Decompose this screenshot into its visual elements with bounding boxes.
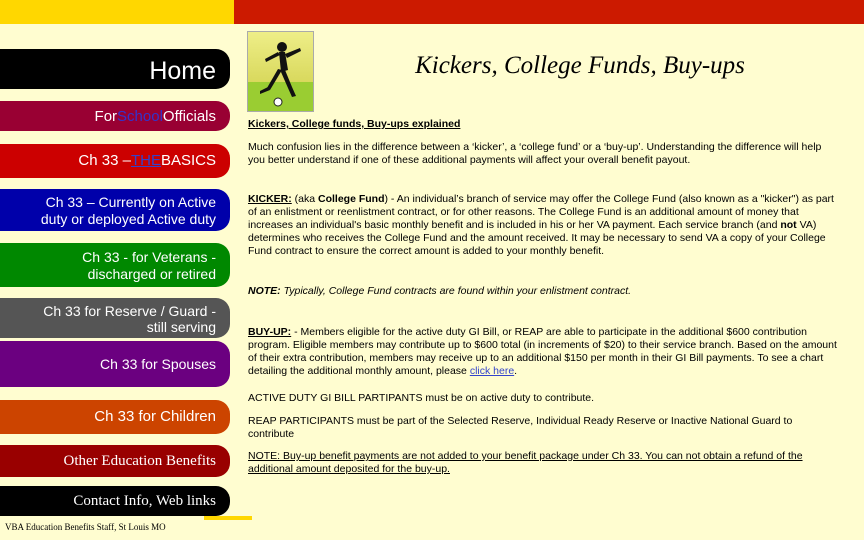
kicker-text-1: ) - An individual’s branch of service may offer the College Fund (also known as a "kicker") as part of an enlistment or reenlistment contract, or for other reasons. The College Fund is an additional amount of money that increases an individual's basic monthly benefit and is included in his or her VA payment. Each service branch (and (248, 193, 834, 231)
nav-other-education-benefits[interactable] (0, 445, 230, 477)
kicker-text-2: VA) determines who receives the College Fund and the amount received. It may be necessary to send VA a copy of your College Fund contract to ensure the correct amount is added to your monthly benefit. (248, 219, 826, 257)
soccer-player-image (247, 31, 314, 112)
kicker-aka: College Fund (318, 193, 385, 205)
nav-contact-label: Contact Info, Web links (73, 493, 216, 509)
nav-ch33-basics[interactable] (0, 144, 230, 178)
nav-ch33-reserve-guard[interactable] (0, 298, 230, 338)
nav-reserve-line2: still serving (146, 319, 216, 335)
nav-veterans-line1: Ch 33 - for Veterans - (82, 249, 216, 265)
kicker-paragraph (248, 193, 838, 258)
nav-ch33-active-duty[interactable] (0, 189, 230, 231)
nav-contact-info[interactable] (0, 486, 230, 516)
nav-home-label: Home (149, 57, 216, 85)
buyup-text: - Members eligible for the active duty GI Bill, or REAP are able to participate in the additional $600 contribution program. Eligible members may contribute up to $600 total (in increments of $20) to their service branch. Based on the amount of their extra contribution, members may receive up to an additional $150 per month in their GI Bill payments. To see a chart detailing the additional monthly amount, please (248, 326, 837, 377)
note-text: Typically, College Fund contracts are found within your enlistment contract. (280, 285, 632, 297)
page-title: Kickers, College Funds, Buy-ups (415, 52, 745, 79)
note-label: NOTE: (248, 285, 281, 297)
buyup-end: . (514, 365, 518, 377)
buyup-paragraph (248, 326, 838, 378)
nav-home[interactable] (0, 49, 230, 89)
nav-school-link-word: School (117, 108, 163, 125)
nav-other-label: Other Education Benefits (63, 453, 216, 469)
nav-ch33-veterans[interactable] (0, 243, 230, 287)
reap-note: REAP PARTICIPANTS must be part of the Selected Reserve, Individual Ready Reserve or Inactive National Guard to contribute (248, 415, 793, 440)
nav-basics-post: BASICS (160, 152, 216, 169)
nav-active-line1: Ch 33 – Currently on Active (45, 194, 216, 210)
nav-children-label: Ch 33 for Children (94, 408, 216, 425)
kicker-label: KICKER: (248, 193, 292, 205)
nav-basics-pre: Ch 33 – (78, 152, 131, 169)
buyup-label: BUY-UP: (248, 326, 292, 338)
section-subtitle (248, 118, 838, 131)
nav-reserve-line1: Ch 33 for Reserve / Guard - (43, 303, 216, 319)
subtitle-text: Kickers, College funds, Buy-ups explained (248, 118, 461, 130)
nav-school-pre: For (94, 108, 118, 125)
soccer-player-icon (248, 32, 313, 111)
click-here-link[interactable]: click here (469, 365, 515, 377)
footer-accent (204, 516, 252, 520)
kicker-not: not (780, 219, 797, 231)
intro-paragraph: Much confusion lies in the difference between a ‘kicker’, a ‘college fund’ or a ‘buy-up’. Understanding the difference will help you better understand if one of these additional payments will affect your overall benefit payout. (248, 141, 822, 166)
nav-basics-link-word: THE (130, 152, 161, 169)
footer-credit: VBA Education Benefits Staff, St Louis MO (5, 522, 166, 532)
nav-ch33-children[interactable] (0, 400, 230, 434)
final-note: NOTE: Buy-up benefit payments are not added to your benefit package under Ch 33. You can not obtain a refund of the additional amount deposited for the buy-up. (248, 450, 803, 475)
nav-ch33-spouses[interactable] (0, 341, 230, 387)
nav-veterans-line2: discharged or retired (87, 266, 216, 282)
note-paragraph (248, 285, 838, 298)
kicker-aka-pre: (aka (291, 193, 319, 205)
nav-school-label (95, 101, 216, 133)
nav-basics-label (78, 144, 216, 178)
nav-active-line2: duty or deployed Active duty (40, 211, 216, 227)
nav-spouses-label: Ch 33 for Spouses (100, 356, 216, 372)
active-duty-note: ACTIVE DUTY GI BILL PARTIPANTS must be on active duty to contribute. (248, 392, 595, 404)
nav-school-officials[interactable] (0, 101, 230, 131)
top-banner-accent (0, 0, 234, 24)
nav-school-post: Officials (162, 108, 216, 125)
